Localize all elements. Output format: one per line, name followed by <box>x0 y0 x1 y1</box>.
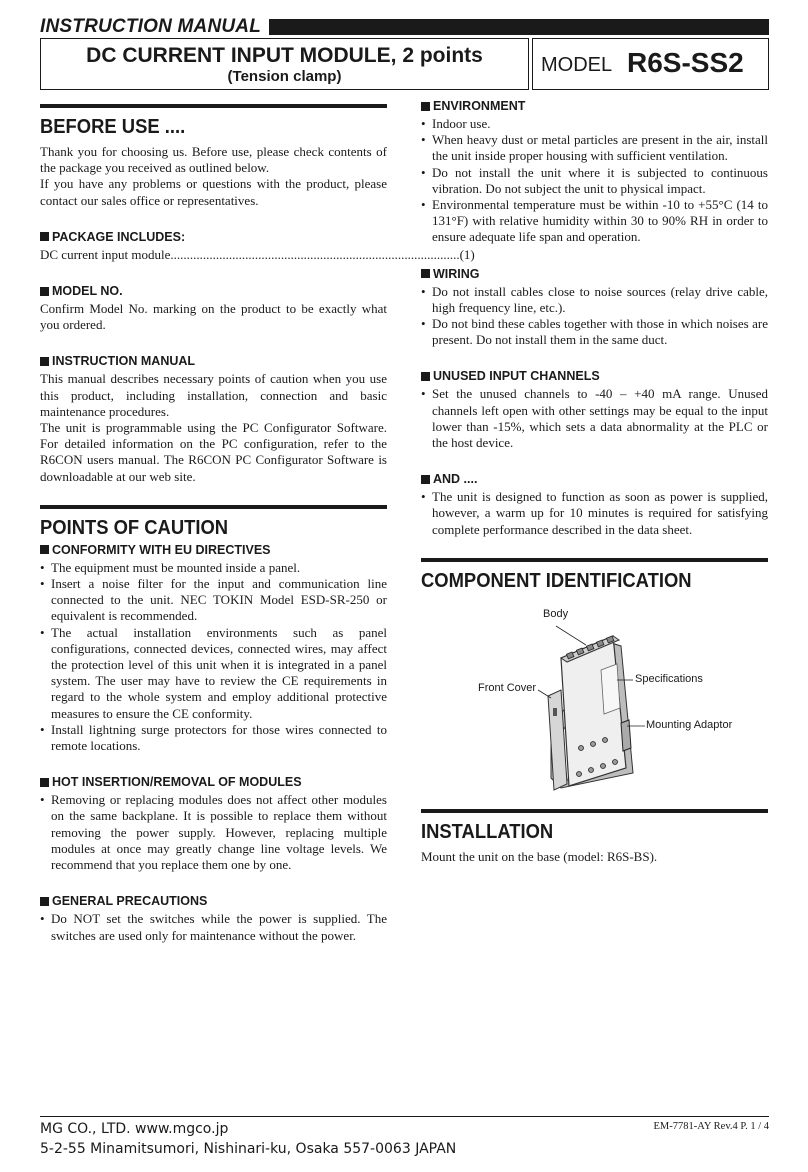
section-rule <box>421 809 768 813</box>
package-item: DC current input module <box>40 246 171 262</box>
label-specifications: Specifications <box>635 672 703 685</box>
leader-front-cover <box>538 690 551 698</box>
model-number: R6S-SS2 <box>627 47 744 78</box>
before-use-paragraph-1: Thank you for choosing us. Before use, please check contents of the package you received as outlined below. <box>40 144 387 176</box>
clamp-hole <box>589 767 594 772</box>
label-front-cover: Front Cover <box>478 681 537 694</box>
specifications-label <box>601 664 620 714</box>
and-list <box>421 489 768 538</box>
list-item: • Insert a noise filter for the input and communication line connected to the unit. NEC TOKIN Model ESD-SR-250 or equivalent is recommended. <box>40 576 387 625</box>
subsection-model-no: MODEL NO. <box>40 283 387 299</box>
module-illustration <box>421 598 768 803</box>
label-body: Body <box>543 607 569 620</box>
model-box <box>532 38 769 90</box>
list-item: • When heavy dust or metal particles are present in the air, install the unit inside proper housing with sufficient ventilation. <box>421 132 768 164</box>
clamp-hole <box>579 745 584 750</box>
square-bullet-icon <box>40 357 49 366</box>
model-label: MODEL <box>541 54 613 76</box>
clamp-hole <box>577 771 582 776</box>
subsection-and: AND .... <box>421 471 768 487</box>
subsection-wiring: WIRING <box>421 266 768 282</box>
square-bullet-icon <box>40 778 49 787</box>
list-item: • Removing or replacing modules does not affect other modules on the same backplane. It is possible to replace them without removing the power supply. However, replacing multiple modules at once may greatly change line voltage levels. We recommend that you replace them one by one. <box>40 792 387 873</box>
square-bullet-icon <box>40 287 49 296</box>
list-item: • The equipment must be mounted inside a panel. <box>40 560 387 576</box>
subsection-unused-channels: UNUSED INPUT CHANNELS <box>421 368 768 384</box>
list-item: • Install lightning surge protectors for those wires connected to remote locations. <box>40 722 387 754</box>
list-item: • Set the unused channels to -40 – +40 mA range. Unused channels left open with other settings may be equal to the input lower than -15%, which sets a data abnormality at the PLC or the host device. <box>421 386 768 451</box>
package-item-row <box>40 246 475 263</box>
list-item: • Do not bind these cables together with those in which noises are present. Do not install them in the same duct. <box>421 316 768 348</box>
wiring-list <box>421 284 768 349</box>
package-qty: (1) <box>459 246 475 262</box>
instruction-manual-paragraph-2: The unit is programmable using the PC Configurator Software. For detailed information on the PC configuration, refer to the R6CON users manual. The R6CON PC Configurator Software is downloadable at our web site. <box>40 420 387 484</box>
list-item: • Do not install cables close to noise sources (relay drive cable, high frequency line, etc.). <box>421 284 768 316</box>
list-item: • Do NOT set the switches while the power is supplied. The switches are used only for maintenance without the power. <box>40 911 387 943</box>
installation-text: Mount the unit on the base (model: R6S-BS). <box>421 848 658 864</box>
right-column <box>421 98 768 865</box>
list-item: • Do not install the unit where it is subjected to continuous vibration. Do not subject the unit to physical impact. <box>421 165 768 197</box>
subsection-eu-directives: CONFORMITY WITH EU DIRECTIVES <box>40 542 387 558</box>
unused-list <box>421 386 768 451</box>
label-mounting-adaptor: Mounting Adaptor <box>646 718 733 731</box>
subsection-instruction-manual: INSTRUCTION MANUAL <box>40 353 387 369</box>
list-item: • Indoor use. <box>421 116 768 132</box>
dot-leader: ......................................................................................... <box>170 246 460 262</box>
section-rule <box>421 558 768 562</box>
clamp-hole <box>591 741 596 746</box>
header-bar <box>269 19 769 35</box>
clamp-hole <box>613 759 618 764</box>
list-item: • Environmental temperature must be within -10 to +55°C (14 to 131°F) with relative humidity within 30 to 90% RH in order to ensure adequate life span and operation. <box>421 197 768 246</box>
footer-company: MG CO., LTD. www.mgco.jp <box>40 1121 229 1137</box>
general-list <box>40 911 387 943</box>
section-title-installation: INSTALLATION <box>421 820 554 843</box>
square-bullet-icon <box>421 269 430 278</box>
list-item: • The actual installation environments such as panel configurations, connected devices, connected wires, may affect the protection level of this unit when it is integrated in a panel system. The user may have to review the CE requirements in regard to the whole system and employ additional protective measures to ensure the CE conformity. <box>40 625 387 722</box>
square-bullet-icon <box>40 897 49 906</box>
square-bullet-icon <box>421 475 430 484</box>
section-title-component-identification: COMPONENT IDENTIFICATION <box>421 569 692 592</box>
square-bullet-icon <box>40 545 49 554</box>
eu-list <box>40 560 387 754</box>
hot-list <box>40 792 387 873</box>
clamp-hole <box>601 763 606 768</box>
subsection-hot-insertion: HOT INSERTION/REMOVAL OF MODULES <box>40 774 387 790</box>
subsection-environment: ENVIRONMENT <box>421 98 768 114</box>
subsection-package: PACKAGE INCLUDES: <box>40 229 387 245</box>
environment-list <box>421 116 768 246</box>
model-no-text: Confirm Model No. marking on the product to be exactly what you ordered. <box>40 301 387 333</box>
section-rule <box>40 104 387 108</box>
footer-rule <box>40 1116 769 1117</box>
section-title-before-use: BEFORE USE .... <box>40 116 186 138</box>
footer-doc-ref: EM-7781-AY Rev.4 P. 1 / 4 <box>653 1121 769 1132</box>
before-use-paragraph-2: If you have any problems or questions with the product, please contact our sales office or representatives. <box>40 176 387 208</box>
mounting-adaptor <box>621 720 631 751</box>
subsection-general-precautions: GENERAL PRECAUTIONS <box>40 893 387 909</box>
section-title-points-of-caution: POINTS OF CAUTION <box>40 516 229 539</box>
page-title: DC CURRENT INPUT MODULE, 2 points <box>86 44 483 67</box>
section-rule <box>40 505 387 509</box>
square-bullet-icon <box>421 372 430 381</box>
clamp-hole <box>603 737 608 742</box>
front-cover-slot <box>553 708 557 716</box>
leader-body <box>556 626 586 645</box>
square-bullet-icon <box>421 102 430 111</box>
manual-label: INSTRUCTION MANUAL <box>40 16 262 37</box>
component-figure <box>421 598 768 803</box>
footer-address: 5-2-55 Minamitsumori, Nishinari-ku, Osaka 557-0063 JAPAN <box>40 1141 457 1157</box>
square-bullet-icon <box>40 232 49 241</box>
page-subtitle: (Tension clamp) <box>227 68 342 85</box>
instruction-manual-paragraph-1: This manual describes necessary points of caution when you use this product, including installation, connection and basic maintenance procedures. <box>40 371 387 419</box>
title-box <box>40 38 529 90</box>
list-item: • The unit is designed to function as soon as power is supplied, however, a warm up for 10 minutes is required for satisfying complete performance described in the data sheet. <box>421 489 768 538</box>
